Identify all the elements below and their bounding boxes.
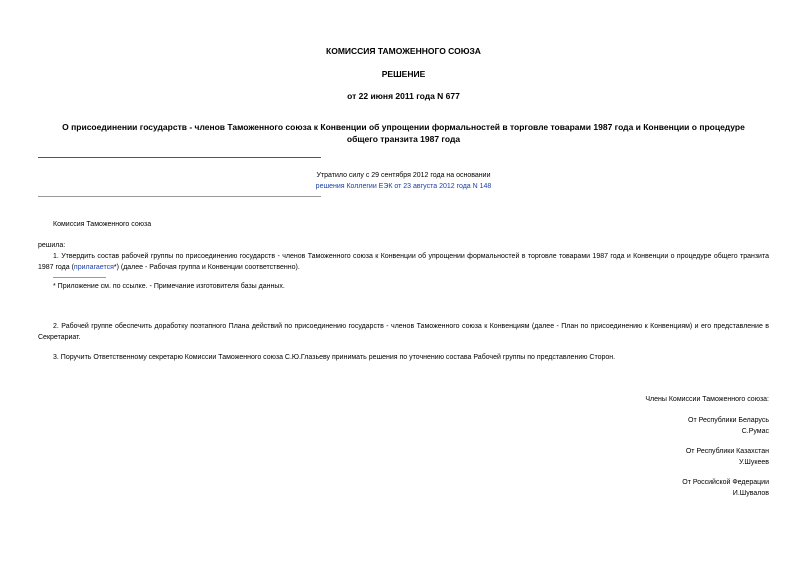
status-text: Утратило силу с 29 сентября 2012 года на основании: [316, 172, 491, 179]
decided-label: решила:: [38, 242, 66, 249]
issuer: Комиссия Таможенного союза: [53, 221, 152, 228]
appendix-link[interactable]: прилагается: [73, 264, 114, 271]
footnote: * Приложение см. по ссылке. - Примечание изготовителя базы данных.: [53, 283, 285, 290]
doc-type: РЕШЕНИЕ: [381, 69, 426, 79]
paragraph-1-tail: *) (далее - Рабочая группа и Конвенции соответственно).: [113, 264, 300, 271]
paragraph-1: [38, 251, 769, 273]
signature-name-1: С.Румас: [741, 428, 769, 435]
footnote-rule: [53, 277, 106, 278]
paragraph-1-text: 1. Утвердить состав рабочей группы по присоединению государств - членов Таможенного союза к Конвенции об упрощении формальностей в торговле товарами 1987 года и Конвенции о процедуре общего транзита 1987 года (: [38, 253, 769, 271]
status-rule-bottom: [38, 196, 321, 197]
signature-country-1: От Республики Беларусь: [688, 417, 769, 424]
signature-name-3: И.Шувалов: [732, 490, 769, 497]
status-link[interactable]: решения Коллегии ЕЭК от 23 августа 2012 года N 148: [315, 183, 492, 190]
status-rule-top: [38, 157, 321, 158]
doc-title-line-1: О присоединении государств - членов Таможенного союза к Конвенции об упрощении формальностей в торговле товарами 1987 года и Конвенции о процедуре: [62, 122, 745, 132]
doc-date: от 22 июня 2011 года N 677: [347, 91, 460, 101]
signature-country-2: От Республики Казахстан: [685, 448, 769, 455]
paragraph-3: 3. Поручить Ответственному секретарю Комиссии Таможенного союза С.Ю.Глазьеву принимать решения по уточнению состава Рабочей группы по представлению Сторон.: [53, 354, 616, 361]
doc-title-line-2: общего транзита 1987 года: [346, 134, 461, 144]
members-title: Члены Комиссии Таможенного союза:: [645, 396, 769, 403]
org-name: КОМИССИЯ ТАМОЖЕННОГО СОЮЗА: [326, 46, 481, 56]
status-link-row: [0, 181, 807, 192]
signature-name-2: У.Шукеев: [738, 459, 769, 466]
paragraph-2: 2. Рабочей группе обеспечить доработку поэтапного Плана действий по присоединению государств - членов Таможенного союза к Конвенциям (далее - План по присоединению к Конвенциям) и его представление в Секретариат.: [38, 323, 769, 341]
signature-country-3: От Российской Федерации: [682, 479, 769, 486]
